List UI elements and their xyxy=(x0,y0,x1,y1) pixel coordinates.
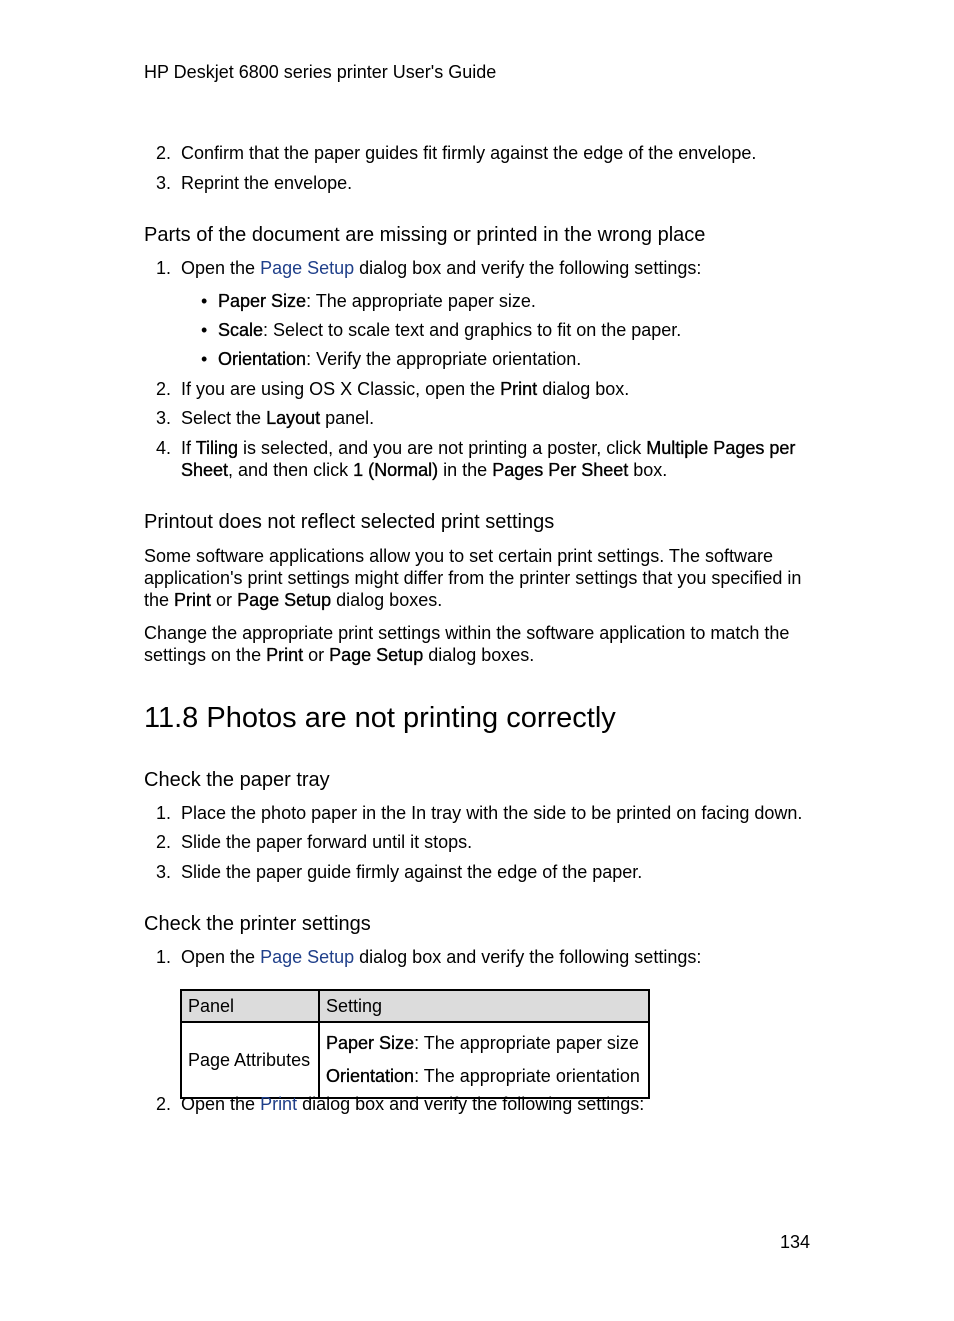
table-header-row xyxy=(181,990,649,1022)
list-item: Open the Print dialog box and verify the following settings: xyxy=(181,1094,645,1114)
chapter-section-title: 11.8 Photos are not printing correctly xyxy=(144,702,616,734)
table-header-cell: Setting xyxy=(319,990,649,1022)
list-number: 2. xyxy=(156,143,172,163)
list-number: 2. xyxy=(156,832,172,852)
page-setup-link[interactable]: Page Setup xyxy=(260,258,355,278)
section-heading: Check the printer settings xyxy=(144,913,371,935)
list-item: Slide the paper forward until it stops. xyxy=(181,832,473,852)
running-header: HP Deskjet 6800 series printer User's Guide xyxy=(144,62,497,82)
section-heading: Printout does not reflect selected print settings xyxy=(144,511,555,533)
list-number: 1. xyxy=(156,803,172,823)
table-cell-panel: Page Attributes xyxy=(181,1022,319,1098)
list-item: Open the Page Setup dialog box and verify the following settings: xyxy=(181,258,702,278)
list-item: Select the Layout panel. xyxy=(181,408,375,428)
list-number: 4. xyxy=(156,438,172,458)
list-item: Reprint the envelope. xyxy=(181,173,353,193)
list-item: Slide the paper guide firmly against the edge of the paper. xyxy=(181,862,643,882)
list-number: 2. xyxy=(156,379,172,399)
bullet-item: Paper Size: The appropriate paper size. xyxy=(218,291,536,311)
list-item: Confirm that the paper guides fit firmly against the edge of the envelope. xyxy=(181,143,757,163)
section-heading: Parts of the document are missing or printed in the wrong place xyxy=(144,224,706,246)
list-item: If you are using OS X Classic, open the Print dialog box. xyxy=(181,379,630,399)
table-row xyxy=(181,1022,649,1098)
settings-table xyxy=(180,989,650,1099)
bullet-item: Orientation: Verify the appropriate orientation. xyxy=(218,349,582,369)
list-number: 1. xyxy=(156,258,172,278)
paragraph: Change the appropriate print settings within the software application to match the settings on the Print or Page Setup dialog boxes. xyxy=(144,623,790,665)
list-number: 1. xyxy=(156,947,172,967)
paragraph: Some software applications allow you to set certain print settings. The software application's print settings might differ from the printer settings that you specified in the Print or Page Setup dialog boxes. xyxy=(144,546,802,610)
list-item: Open the Page Setup dialog box and verify the following settings: xyxy=(181,947,702,967)
list-item-continuation: Sheet, and then click 1 (Normal) in the Pages Per Sheet box. xyxy=(181,460,668,480)
print-link[interactable]: Print xyxy=(260,1094,298,1114)
section-heading: Check the paper tray xyxy=(144,769,330,791)
list-item: If Tiling is selected, and you are not printing a poster, click Multiple Pages per xyxy=(181,438,796,458)
list-number: 3. xyxy=(156,408,172,428)
table-cell-settings: Paper Size: The appropriate paper size Orientation: The appropriate orientation xyxy=(319,1022,649,1098)
list-item: Place the photo paper in the In tray with the side to be printed on facing down. xyxy=(181,803,803,823)
bullet-mark: • xyxy=(201,320,208,340)
table-header-cell: Panel xyxy=(181,990,319,1022)
page-number: 134 xyxy=(780,1232,811,1252)
list-number: 3. xyxy=(156,173,172,193)
bullet-mark: • xyxy=(201,291,208,311)
list-number: 3. xyxy=(156,862,172,882)
bullet-item: Scale: Select to scale text and graphics to fit on the paper. xyxy=(218,320,682,340)
list-number: 2. xyxy=(156,1094,172,1114)
bullet-mark: • xyxy=(201,349,208,369)
page-setup-link[interactable]: Page Setup xyxy=(260,947,355,967)
